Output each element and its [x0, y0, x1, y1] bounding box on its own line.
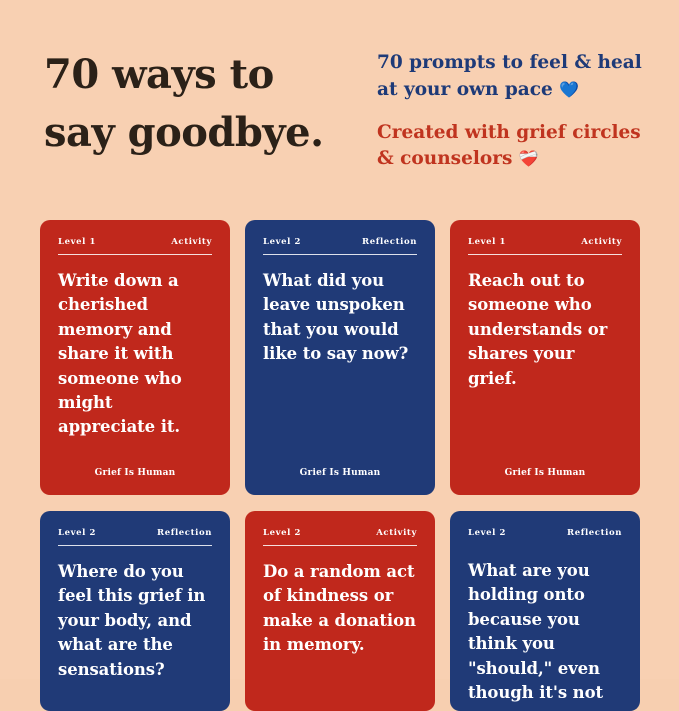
card-level: Level 1: [58, 237, 97, 247]
subkicker-label: Created with grief circles & counselors: [377, 121, 641, 170]
card-meta: [468, 528, 622, 545]
mending-heart-icon: ❤️‍🩹: [518, 149, 539, 169]
card-meta: [468, 237, 622, 254]
card-level: Level 2: [263, 237, 302, 247]
card-type: Reflection: [362, 237, 417, 247]
header: [0, 0, 679, 205]
card-prompt-text: What are you holding onto because you think you "should," even though it's not: [468, 561, 603, 703]
card-type: Activity: [171, 237, 212, 247]
page-title: [44, 46, 364, 162]
header-side-text: [377, 50, 657, 173]
card-meta: [58, 237, 212, 254]
card-brand: Grief Is Human: [504, 468, 586, 478]
prompt-card[interactable]: [245, 511, 435, 711]
card-level: Level 1: [468, 237, 507, 247]
card-divider: [468, 254, 622, 255]
card-prompt-text: Write down a cherished memory and share it with someone who might appreciate it.: [58, 271, 182, 437]
card-divider: [263, 254, 417, 255]
card-type: Activity: [581, 237, 622, 247]
card-level: Level 2: [58, 528, 97, 538]
card-meta: [263, 528, 417, 545]
card-brand: Grief Is Human: [94, 468, 176, 478]
card-grid-row-2: [40, 511, 640, 711]
card-type: Reflection: [157, 528, 212, 538]
card-type: Activity: [376, 528, 417, 538]
blue-heart-icon: 💙: [559, 79, 580, 99]
prompt-card[interactable]: [450, 220, 640, 495]
card-meta: [263, 237, 417, 254]
headline-line-1: 70 ways to: [44, 51, 274, 98]
headline-line-2: say goodbye.: [44, 109, 324, 156]
card-type: Reflection: [567, 528, 622, 538]
subkicker-text: [377, 120, 657, 174]
prompt-card[interactable]: [245, 220, 435, 495]
card-divider: [263, 545, 417, 546]
card-prompt-text: Do a random act of kindness or make a donation in memory.: [263, 562, 416, 655]
card-prompt-text: Reach out to someone who understands or shares your grief.: [468, 271, 608, 388]
card-level: Level 2: [468, 528, 507, 538]
card-meta: [58, 528, 212, 545]
card-divider: [58, 545, 212, 546]
prompt-card[interactable]: [450, 511, 640, 711]
card-prompt-text: Where do you feel this grief in your body, and what are the sensations?: [58, 562, 206, 679]
prompt-card[interactable]: [40, 220, 230, 495]
card-divider: [58, 254, 212, 255]
prompt-card[interactable]: [40, 511, 230, 711]
kicker-label: 70 prompts to feel & heal at your own pace: [377, 52, 642, 100]
kicker-text: [377, 50, 657, 104]
card-brand: Grief Is Human: [299, 468, 381, 478]
card-prompt-text: What did you leave unspoken that you would like to say now?: [263, 271, 409, 364]
card-level: Level 2: [263, 528, 302, 538]
card-grid: [40, 220, 640, 495]
